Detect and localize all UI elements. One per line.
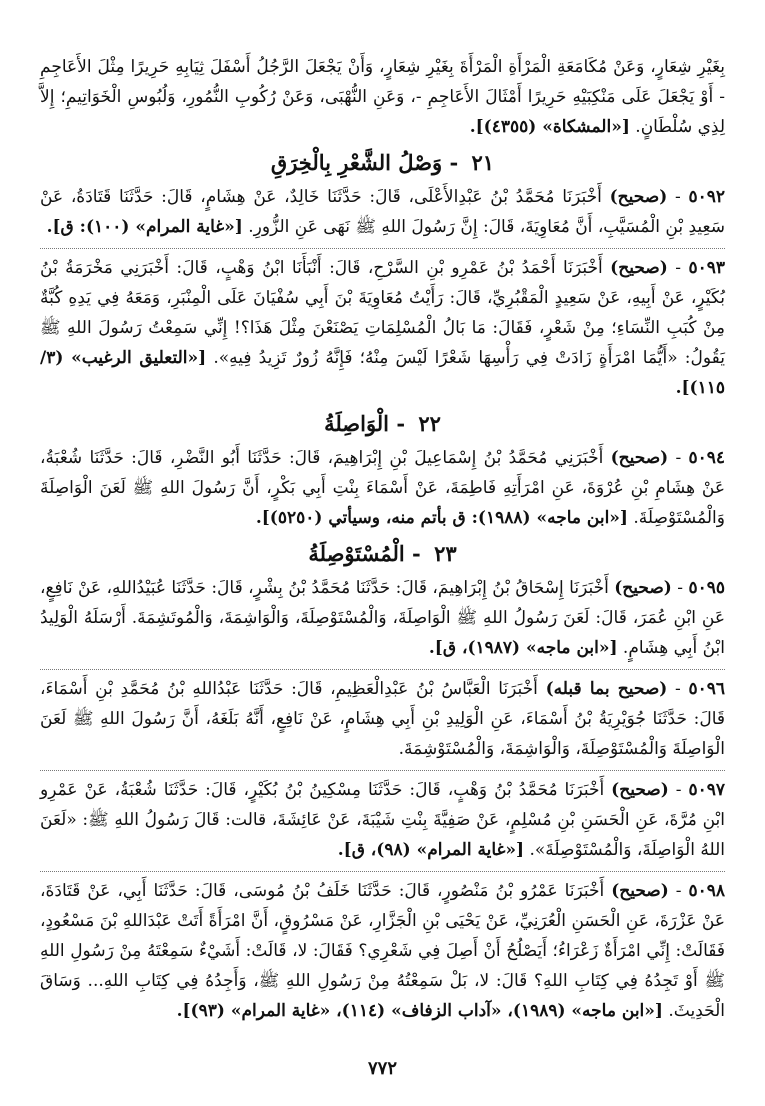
intro-paragraph [40,52,725,142]
hadith-entry: ٥٠٩٣ - (صحيح) أَخْبَرَنَا أَحْمَدُ بْنُ عَمْرِو بْنِ السَّرْحِ، قَالَ: أَنْبَأَنَا ابْنُ وَهْبٍ، قَالَ: أَخْبَرَنِي مَخْرَمَةُ بْنُ بُكَيْرٍ، عَنْ أَبِيهِ، عَنْ سَعِيدٍ الْمَقْبُرِيِّ، قَالَ: رَأَيْتُ مُعَاوِيَةَ بْنَ أَبِي سُفْيَانَ عَلَى الْمِنْبَرِ، وَمَعَهُ فِي يَدِهِ كُبَّةٌ مِنْ كُبَبِ النِّسَاءِ؛ مِنْ شَعْرٍ، فَقَالَ: مَا بَالُ الْمُسْلِمَاتِ يَصْنَعْنَ مِثْلَ هَذَا؟! إِنِّي سَمِعْتُ رَسُولَ اللهِ ﷺ يَقُولُ: «أَيُّمَا امْرَأَةٍ زَادَتْ فِي رَأْسِهَا شَعْرًا لَيْسَ مِنْهُ؛ فَإِنَّهُ زُورٌ تَزِيدُ فِيهِ». [«التعليق الرغيب» (٣/ ١١٥)]. [40,258,725,398]
hadith-entry: ٥٠٩٢ - (صحيح) أَخْبَرَنَا مُحَمَّدُ بْنُ عَبْدِالأَعْلَى، قَالَ: حَدَّثَنَا خَالِدٌ، عَنْ هِشَامٍ، قَالَ: حَدَّثَنَا قَتَادَةُ، عَنْ سَعِيدِ بْنِ الْمُسَيَّبِ، أَنَّ مُعَاوِيَةَ، قَالَ: إِنَّ رَسُولَ اللهِ ﷺ نَهَى عَنِ الزُّورِ. [«غاية المرام» (١٠٠): ق]. [40,187,725,237]
intro-reference: [«المشكاة» (٤٣٥٥)]. [469,117,630,137]
hadith-reference: [«غاية المرام» (١٠٠): ق]. [46,217,243,237]
hadith-text: أَخْبَرَنَا مُحَمَّدُ بْنُ عَبْدِالأَعْلَى، قَالَ: حَدَّثَنَا خَالِدٌ، عَنْ هِشَامٍ، قَالَ: حَدَّثَنَا قَتَادَةُ، عَنْ سَعِيدِ بْنِ الْمُسَيَّبِ، أَنَّ مُعَاوِيَةَ، قَالَ: إِنَّ رَسُولَ اللهِ ﷺ نَهَى عَنِ الزُّورِ. [40,187,725,237]
hadith-grade: (صحيح) [611,780,669,800]
section-title: الْمُسْتَوْصِلَةُ [308,541,405,566]
hadith-grade: (صحيح) [611,881,669,901]
divider [40,248,725,249]
hadith-entry: ٥٠٩٧ - (صحيح) أَخْبَرَنَا مُحَمَّدُ بْنُ وَهْبٍ، قَالَ: حَدَّثَنَا مِسْكِينُ بْنُ بُكَيْرٍ، قَالَ: حَدَّثَنَا شُعْبَةُ، عَنْ عَمْرِو ابْنِ مُرَّةَ، عَنِ الْحَسَنِ بْنِ مُسْلِمٍ، عَنْ صَفِيَّةَ بِنْتِ شَيْبَةَ، عَنْ عَائِشَةَ، قالت: قَالَ رَسُولُ اللهِ ﷺ: «لَعَنَ اللهُ الْوَاصِلَةَ، وَالْمُسْتَوْصِلَةَ». [«غاية المرام» (٩٨)، ق]. [40,780,725,860]
section-title: وَصْلُ الشَّعْرِ بِالْخِرَقِ [270,150,443,175]
hadith-reference: [«ابن ماجه» (١٩٨٩)، «آداب الزفاف» (١١٤)، «غاية المرام» (٩٣)]. [176,1001,663,1021]
section-heading: ٢٢ - الْوَاصِلَةُ [324,411,441,436]
hadith-grade: (صحيح) [610,448,669,468]
hadith-number: ٥٠٩٢ [688,187,725,207]
section-heading: ٢١ - وَصْلُ الشَّعْرِ بِالْخِرَقِ [270,150,495,175]
hadith-text: أَخْبَرَنَا عَمْرُو بْنُ مَنْصُورٍ، قَالَ: حَدَّثَنَا خَلَفُ بْنُ مُوسَى، قَالَ: حَدَّثَنَا أَبِي، عَنْ قَتَادَةَ، عَنْ عَزْرَةَ، عَنِ الْحَسَنِ الْعُرَنِيِّ، عَنْ يَحْيَى بْنِ الْجَزَّارِ، عَنْ مَسْرُوقٍ، أَنَّ امْرَأَةً أَتَتْ عَبْدَاللهِ بْنَ مَسْعُودٍ، فَقَالَتْ: إِنِّي امْرَأَةٌ زَعْرَاءُ؛ أَيَصْلُحُ أَنْ أَصِلَ فِي شَعْرِي؟ فَقَالَ: لا، قَالَتْ: أَشَيْءٌ سَمِعْتَهُ مِنْ رَسُولِ اللهِ ﷺ أَوْ تَجِدُهُ فِي كِتَابِ اللهِ؟ قَالَ: لا، بَلْ سَمِعْتُهُ مِنْ رَسُولِ اللهِ ﷺ، وَأَجِدُهُ فِي كِتَابِ اللهِ... وَسَاقَ الْحَدِيثَ. [40,881,725,1021]
hadith-reference: [«ابن ماجه» (١٩٨٧)، ق]. [428,638,618,658]
hadith-entry: ٥٠٩٨ - (صحيح) أَخْبَرَنَا عَمْرُو بْنُ مَنْصُورٍ، قَالَ: حَدَّثَنَا خَلَفُ بْنُ مُوسَى، قَالَ: حَدَّثَنَا أَبِي، عَنْ قَتَادَةَ، عَنْ عَزْرَةَ، عَنِ الْحَسَنِ الْعُرَنِيِّ، عَنْ يَحْيَى بْنِ الْجَزَّارِ، عَنْ مَسْرُوقٍ، أَنَّ امْرَأَةً أَتَتْ عَبْدَاللهِ بْنَ مَسْعُودٍ، فَقَالَتْ: إِنِّي امْرَأَةٌ زَعْرَاءُ؛ أَيَصْلُحُ أَنْ أَصِلَ فِي شَعْرِي؟ فَقَالَ: لا، قَالَتْ: أَشَيْءٌ سَمِعْتَهُ مِنْ رَسُولِ اللهِ ﷺ أَوْ تَجِدُهُ فِي كِتَابِ اللهِ؟ قَالَ: لا، بَلْ سَمِعْتُهُ مِنْ رَسُولِ اللهِ ﷺ، وَأَجِدُهُ فِي كِتَابِ اللهِ... وَسَاقَ الْحَدِيثَ. [«ابن ماجه» (١٩٨٩)، «آداب الزفاف» (١١٤)، «غاية المرام» (٩٣)]. [40,881,725,1021]
intro-text: بِغَيْرِ شِعَارٍ، وَعَنْ مُكَامَعَةِ الْمَرْأَةِ الْمَرْأَةَ بِغَيْرِ شِعَارٍ، وَأَنْ يَجْعَلَ الرَّجُلُ أَسْفَلَ ثِيَابِهِ حَرِيرًا مِثْلَ الأَعَاجِمِ - أَوْ يَجْعَلَ عَلَى مَنْكِبَيْهِ حَرِيرًا أَمْثَالَ الأَعَاجِمِ -، وَعَنِ النُّهْبَى، وَعَنْ رُكُوبِ النُّمُورِ، وَلُبُوسِ الْخَوَاتِيمِ؛ إِلاَّ لِذِي سُلْطَانٍ. [40,57,725,137]
hadith-number: ٥٠٩٣ [688,258,725,278]
hadith-text: أَخْبَرَنَا الْعَبَّاسُ بْنُ عَبْدِالْعَظِيمِ، قَالَ: حَدَّثَنَا عَبْدُاللهِ بْنُ مُحَمَّدِ بْنِ أَسْمَاءَ، قَالَ: حَدَّثَنَا جُوَيْرِيَةُ بْنُ أَسْمَاءَ، عَنِ الْوَلِيدِ بْنِ أَبِي هِشَامٍ، عَنْ نَافِعٍ، أَنَّهُ بَلَغَهُ، أَنَّ رَسُولَ اللهِ ﷺ لَعَنَ الْوَاصِلَةَ وَالْمُسْتَوْصِلَةَ، وَالْوَاشِمَةَ، وَالْمُسْتَوْشِمَةَ. [40,679,725,759]
section-heading: ٢٣ - الْمُسْتَوْصِلَةُ [308,541,457,566]
hadith-reference: [«التعليق الرغيب» (٣/ ١١٥)]. [40,348,725,398]
hadith-grade: (صحيح) [609,187,668,207]
hadith-number: ٥٠٩٨ [688,881,725,901]
hadith-number: ٥٠٩٤ [688,448,725,468]
hadith-reference: [«غاية المرام» (٩٨)، ق]. [337,840,525,860]
hadith-grade: (صحيح) [610,258,668,278]
hadith-number: ٥٠٩٦ [688,679,725,699]
divider [40,669,725,670]
hadith-entry: ٥٠٩٤ - (صحيح) أَخْبَرَنِي مُحَمَّدُ بْنُ إِسْمَاعِيلَ بْنِ إِبْرَاهِيمَ، قَالَ: حَدَّثَنَا أَبُو النَّضْرِ، قَالَ: حَدَّثَنَا شُعْبَةُ، عَنْ هِشَامِ بْنِ عُرْوَةَ، عَنِ امْرَأَتِهِ فَاطِمَةَ، عَنْ أَسْمَاءَ بِنْتِ أَبِي بَكْرٍ، أَنَّ رَسُولَ اللهِ ﷺ لَعَنَ الْوَاصِلَةَ وَالْمُسْتَوْصِلَةَ. [«ابن ماجه» (١٩٨٨): ق بأتم منه، وسيأتي (٥٢٥٠)]. [40,448,726,528]
hadith-text: أَخْبَرَنِي مُحَمَّدُ بْنُ إِسْمَاعِيلَ بْنِ إِبْرَاهِيمَ، قَالَ: حَدَّثَنَا أَبُو النَّضْرِ، قَالَ: حَدَّثَنَا شُعْبَةُ، عَنْ هِشَامِ بْنِ عُرْوَةَ، عَنِ امْرَأَتِهِ فَاطِمَةَ، عَنْ أَسْمَاءَ بِنْتِ أَبِي بَكْرٍ، أَنَّ رَسُولَ اللهِ ﷺ لَعَنَ الْوَاصِلَةَ وَالْمُسْتَوْصِلَةَ. [40,448,726,528]
hadith-text: أَخْبَرَنَا مُحَمَّدُ بْنُ وَهْبٍ، قَالَ: حَدَّثَنَا مِسْكِينُ بْنُ بُكَيْرٍ، قَالَ: حَدَّثَنَا شُعْبَةُ، عَنْ عَمْرِو ابْنِ مُرَّةَ، عَنِ الْحَسَنِ بْنِ مُسْلِمٍ، عَنْ صَفِيَّةَ بِنْتِ شَيْبَةَ، عَنْ عَائِشَةَ، قالت: قَالَ رَسُولُ اللهِ ﷺ: «لَعَنَ اللهُ الْوَاصِلَةَ، وَالْمُسْتَوْصِلَةَ». [40,780,725,860]
section-number: ٢٣ [434,541,457,566]
divider [40,871,725,872]
hadith-number: ٥٠٩٥ [688,578,725,598]
hadith-number: ٥٠٩٧ [688,780,725,800]
section-number: ٢١ [471,150,495,175]
hadith-entry: ٥٠٩٥ - (صحيح) أَخْبَرَنَا إِسْحَاقُ بْنُ إِبْرَاهِيمَ، قَالَ: حَدَّثَنَا مُحَمَّدُ بْنُ بِشْرٍ، قَالَ: حَدَّثَنَا عُبَيْدُاللهِ، عَنْ نَافِعٍ، عَنِ ابْنِ عُمَرَ، قَالَ: لَعَنَ رَسُولُ اللهِ ﷺ الْوَاصِلَةَ، وَالْمُسْتَوْصِلَةَ، وَالْوَاشِمَةَ، وَالْمُوتَشِمَةَ. أَرْسَلَهُ الْوَلِيدُ ابْنُ أَبِي هِشَامٍ. [«ابن ماجه» (١٩٨٧)، ق]. [40,578,725,658]
hadith-entry: ٥٠٩٦ - (صحيح بما قبله) أَخْبَرَنَا الْعَبَّاسُ بْنُ عَبْدِالْعَظِيمِ، قَالَ: حَدَّثَنَا عَبْدُاللهِ بْنُ مُحَمَّدِ بْنِ أَسْمَاءَ، قَالَ: حَدَّثَنَا جُوَيْرِيَةُ بْنُ أَسْمَاءَ، عَنِ الْوَلِيدِ بْنِ أَبِي هِشَامٍ، عَنْ نَافِعٍ، أَنَّهُ بَلَغَهُ، أَنَّ رَسُولَ اللهِ ﷺ لَعَنَ الْوَاصِلَةَ وَالْمُسْتَوْصِلَةَ، وَالْوَاشِمَةَ، وَالْمُسْتَوْشِمَةَ. [40,679,725,759]
hadith-reference: [«ابن ماجه» (١٩٨٨): ق بأتم منه، وسيأتي (٥٢٥٠)]. [255,508,628,528]
hadith-grade: (صحيح بما قبله) [545,679,668,699]
hadith-text: أَخْبَرَنَا إِسْحَاقُ بْنُ إِبْرَاهِيمَ، قَالَ: حَدَّثَنَا مُحَمَّدُ بْنُ بِشْرٍ، قَالَ: حَدَّثَنَا عُبَيْدُاللهِ، عَنْ نَافِعٍ، عَنِ ابْنِ عُمَرَ، قَالَ: لَعَنَ رَسُولُ اللهِ ﷺ الْوَاصِلَةَ، وَالْمُسْتَوْصِلَةَ، وَالْوَاشِمَةَ، وَالْمُوتَشِمَةَ. أَرْسَلَهُ الْوَلِيدُ ابْنُ أَبِي هِشَامٍ. [40,578,725,658]
hadith-text: أَخْبَرَنَا أَحْمَدُ بْنُ عَمْرِو بْنِ السَّرْحِ، قَالَ: أَنْبَأَنَا ابْنُ وَهْبٍ، قَالَ: أَخْبَرَنِي مَخْرَمَةُ بْنُ بُكَيْرٍ، عَنْ أَبِيهِ، عَنْ سَعِيدٍ الْمَقْبُرِيِّ، قَالَ: رَأَيْتُ مُعَاوِيَةَ بْنَ أَبِي سُفْيَانَ عَلَى الْمِنْبَرِ، وَمَعَهُ فِي يَدِهِ كُبَّةٌ مِنْ كُبَبِ النِّسَاءِ؛ مِنْ شَعْرٍ، فَقَالَ: مَا بَالُ الْمُسْلِمَاتِ يَصْنَعْنَ مِثْلَ هَذَا؟! إِنِّي سَمِعْتُ رَسُولَ اللهِ ﷺ يَقُولُ: «أَيُّمَا امْرَأَةٍ زَادَتْ فِي رَأْسِهَا شَعْرًا لَيْسَ مِنْهُ؛ فَإِنَّهُ زُورٌ تَزِيدُ فِيهِ». [40,258,725,368]
hadith-grade: (صحيح) [614,578,672,598]
divider [40,770,725,771]
section-title: الْوَاصِلَةُ [324,411,390,436]
section-number: ٢٢ [418,411,441,436]
page-number: ٧٧٢ [367,1058,397,1079]
